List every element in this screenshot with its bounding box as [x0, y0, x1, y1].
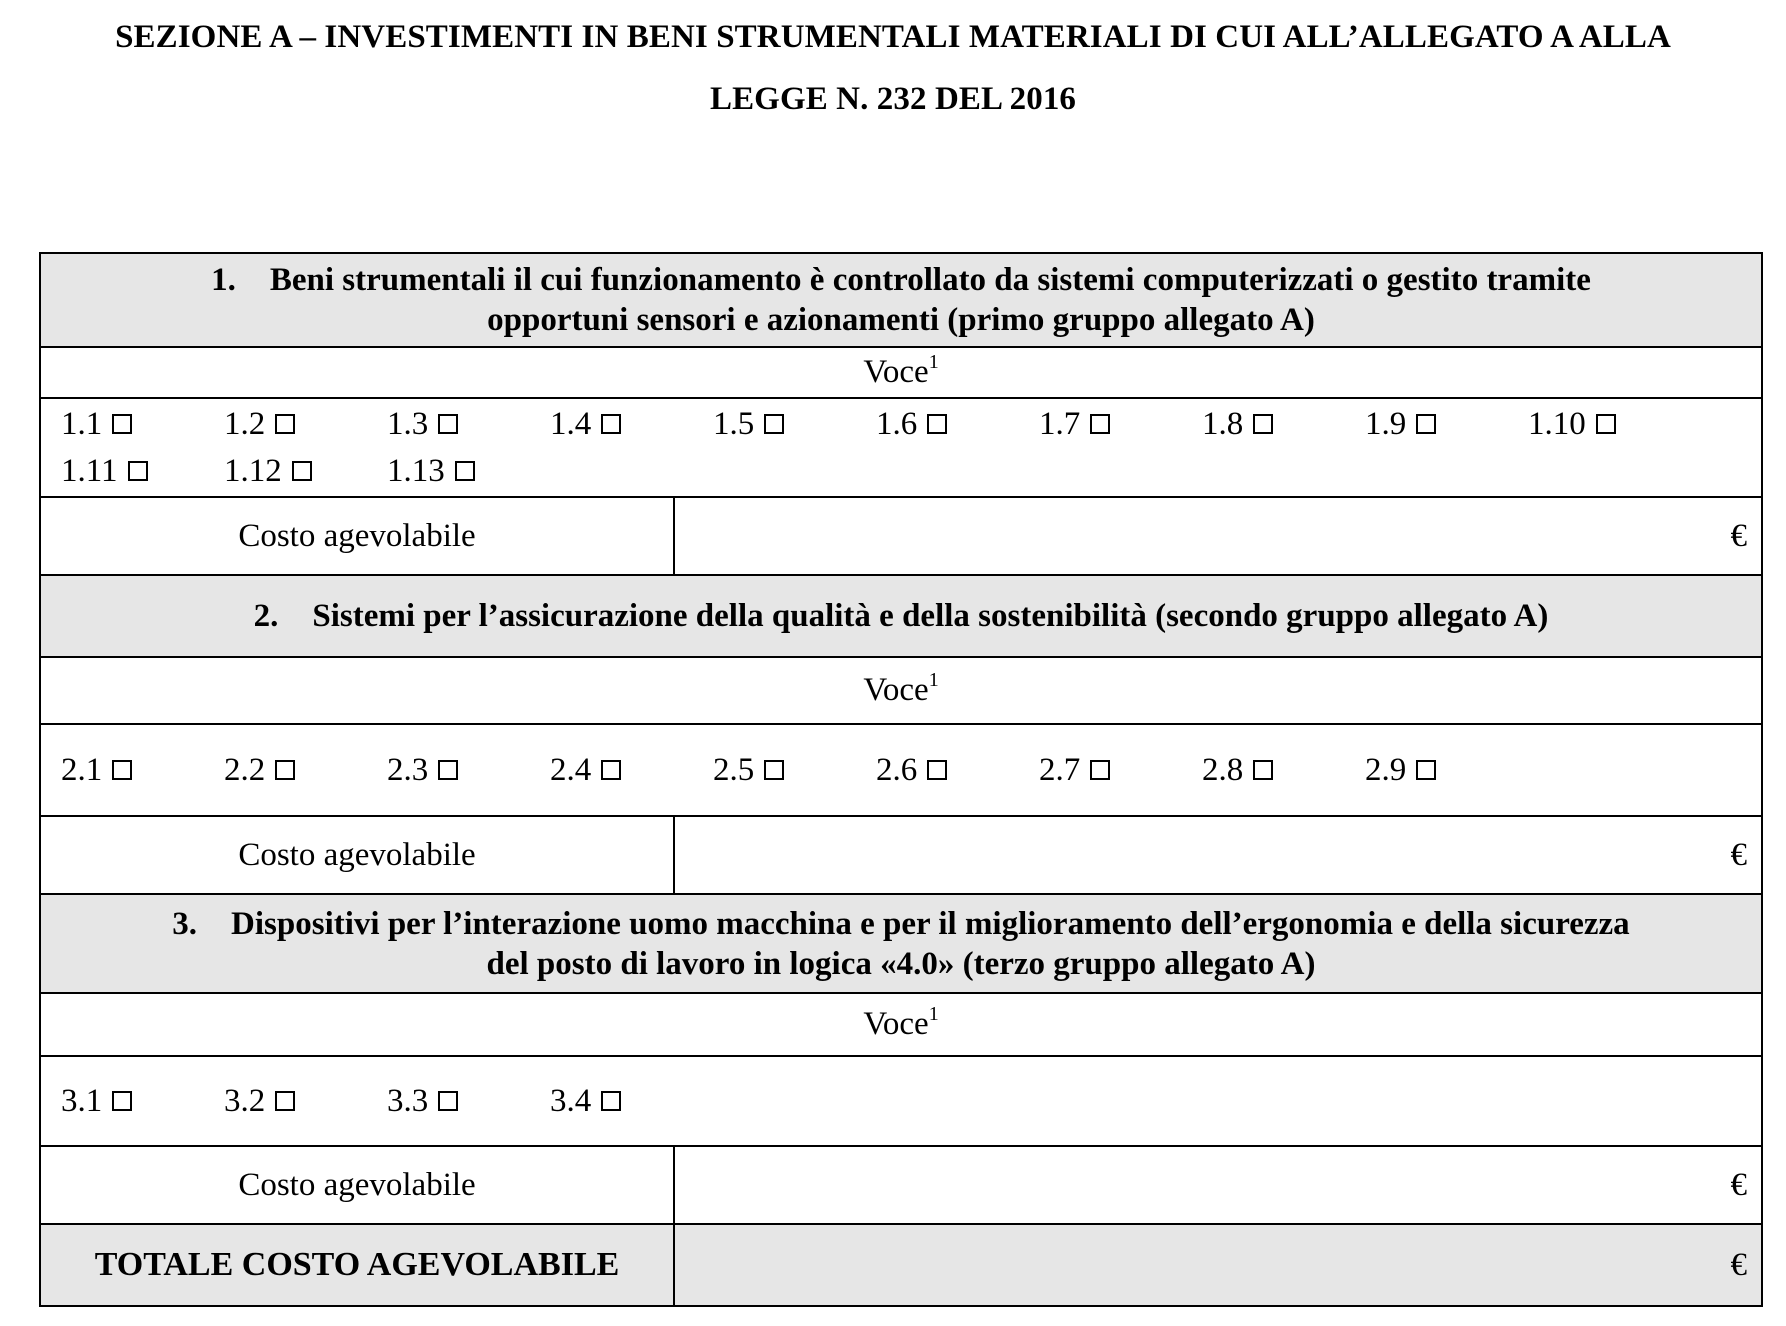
item-label: 2.4: [550, 751, 592, 788]
section-2-cost-field[interactable]: [674, 816, 1762, 894]
voce-item-2-4: [550, 752, 713, 789]
voce-item-2-7: [1039, 752, 1202, 789]
section-2-title-line-1: [41, 596, 1761, 636]
section-3-number: 3.: [172, 905, 198, 942]
checkbox[interactable]: [764, 760, 784, 780]
voce-label: Voce: [863, 672, 929, 708]
checkbox[interactable]: [601, 1091, 621, 1111]
voce-item-1-1: [61, 406, 224, 443]
voce-footnote-marker: 1: [928, 669, 939, 691]
item-label: 2.8: [1202, 751, 1244, 788]
item-label: 1.11: [61, 452, 118, 489]
voce-item-3-2: [224, 1083, 387, 1120]
item-label: 1.7: [1039, 405, 1081, 442]
total-label: TOTALE COSTO AGEVOLABILE: [40, 1224, 674, 1306]
section-3-cost-row: [40, 1146, 1762, 1224]
section-1-title-line-2: opportuni sensori e azionamenti (primo gruppo allegato A): [487, 302, 1315, 338]
voce-item-1-2: [224, 406, 387, 443]
section-1-cost-label: Costo agevolabile: [40, 497, 674, 575]
item-label: 2.3: [387, 751, 429, 788]
section-1-items-row: [40, 398, 1762, 497]
voce-item-1-12: [224, 453, 387, 490]
voce-item-2-3: [387, 752, 550, 789]
voce-item-3-1: [61, 1083, 224, 1120]
currency-symbol: €: [1730, 836, 1747, 873]
checkbox[interactable]: [601, 760, 621, 780]
section-1-voce-row: [40, 347, 1762, 398]
section-2-voce-row: [40, 657, 1762, 724]
section-2-header: [40, 575, 1762, 657]
currency-symbol: €: [1730, 1246, 1747, 1283]
checkbox[interactable]: [1253, 414, 1273, 434]
section-1-items-line-1: [61, 401, 1761, 448]
checkbox[interactable]: [927, 760, 947, 780]
checkbox[interactable]: [764, 414, 784, 434]
section-2-voce-header: [40, 657, 1762, 724]
item-label: 1.3: [387, 405, 429, 442]
currency-symbol: €: [1730, 1166, 1747, 1203]
section-1-number: 1.: [211, 262, 236, 298]
section-3-items-row: [40, 1056, 1762, 1146]
section-2-items-row: [40, 724, 1762, 816]
item-label: 1.12: [224, 452, 282, 489]
checkbox[interactable]: [601, 414, 621, 434]
section-2-cost-label: Costo agevolabile: [40, 816, 674, 894]
section-2-cost-row: [40, 816, 1762, 894]
checkbox[interactable]: [455, 461, 475, 481]
section-3-title-line-1: [41, 904, 1761, 944]
investment-form-table: [39, 252, 1763, 1307]
voce-item-1-13: [387, 453, 550, 490]
checkbox[interactable]: [1596, 414, 1616, 434]
page-title-line-1: SEZIONE A – INVESTIMENTI IN BENI STRUMENTALI MATERIALI DI CUI ALL’ALLEGATO A ALLA: [115, 19, 1671, 55]
page-title-line-2: LEGGE N. 232 DEL 2016: [709, 81, 1077, 117]
section-2-title: Sistemi per l’assicurazione della qualità e della sostenibilità (secondo gruppo allegato A): [312, 598, 1549, 634]
voce-item-3-4: [550, 1083, 713, 1120]
currency-symbol: €: [1730, 517, 1747, 554]
section-3-items-line-1: [61, 1078, 1761, 1125]
section-1-header-row: [40, 253, 1762, 347]
checkbox[interactable]: [292, 461, 312, 481]
voce-item-2-8: [1202, 752, 1365, 789]
total-field[interactable]: [674, 1224, 1762, 1306]
section-3-voce-header: [40, 993, 1762, 1056]
section-2-items: [40, 724, 1762, 816]
voce-item-1-10: [1528, 406, 1691, 443]
item-label: 2.6: [876, 751, 918, 788]
checkbox[interactable]: [1253, 760, 1273, 780]
item-label: 2.5: [713, 751, 755, 788]
voce-item-2-9: [1365, 752, 1528, 789]
voce-item-1-9: [1365, 406, 1528, 443]
item-label: 2.1: [61, 751, 103, 788]
section-1-cost-row: [40, 497, 1762, 575]
section-1-cost-field[interactable]: [674, 497, 1762, 575]
section-1-voce-header: [40, 347, 1762, 398]
checkbox[interactable]: [1416, 414, 1436, 434]
checkbox[interactable]: [1090, 760, 1110, 780]
section-3-title: Dispositivi per l’interazione uomo macchina e per il miglioramento dell’ergonomia e della sicurezza: [231, 905, 1630, 942]
voce-label: Voce: [863, 354, 929, 390]
item-label: 1.10: [1528, 405, 1586, 442]
section-1-header: [40, 253, 1762, 347]
checkbox[interactable]: [438, 760, 458, 780]
section-1-title-line-1: [41, 260, 1761, 300]
section-3-title-line-2: del posto di lavoro in logica «4.0» (terzo gruppo allegato A): [486, 945, 1316, 982]
section-3-cost-label: Costo agevolabile: [40, 1146, 674, 1224]
checkbox[interactable]: [1416, 760, 1436, 780]
item-label: 1.13: [387, 452, 445, 489]
voce-item-2-6: [876, 752, 1039, 789]
section-3-items: [40, 1056, 1762, 1146]
voce-footnote-marker: 1: [928, 1003, 939, 1025]
section-2-items-line-1: [61, 747, 1761, 794]
section-3-voce-row: [40, 993, 1762, 1056]
checkbox[interactable]: [1090, 414, 1110, 434]
item-label: 2.7: [1039, 751, 1081, 788]
section-3-header: [40, 894, 1762, 993]
item-label: 1.4: [550, 405, 592, 442]
checkbox[interactable]: [112, 760, 132, 780]
item-label: 2.2: [224, 751, 266, 788]
item-label: 1.8: [1202, 405, 1244, 442]
item-label: 3.1: [61, 1082, 103, 1119]
section-3-cost-field[interactable]: [674, 1146, 1762, 1224]
item-label: 1.6: [876, 405, 918, 442]
voce-item-1-4: [550, 406, 713, 443]
section-3-header-row: [40, 894, 1762, 993]
checkbox[interactable]: [275, 1091, 295, 1111]
total-row: [40, 1224, 1762, 1306]
voce-item-2-1: [61, 752, 224, 789]
voce-item-1-7: [1039, 406, 1202, 443]
voce-item-1-8: [1202, 406, 1365, 443]
checkbox[interactable]: [112, 414, 132, 434]
item-label: 1.5: [713, 405, 755, 442]
checkbox[interactable]: [112, 1091, 132, 1111]
section-1-title: Beni strumentali il cui funzionamento è controllato da sistemi computerizzati o gestito tramite: [269, 262, 1591, 298]
item-label: 3.2: [224, 1082, 266, 1119]
voce-item-1-6: [876, 406, 1039, 443]
voce-item-3-3: [387, 1083, 550, 1120]
item-label: 3.3: [387, 1082, 429, 1119]
item-label: 2.9: [1365, 751, 1407, 788]
voce-footnote-marker: 1: [928, 351, 939, 373]
checkbox[interactable]: [275, 760, 295, 780]
item-label: 3.4: [550, 1082, 592, 1119]
voce-item-2-5: [713, 752, 876, 789]
item-label: 1.1: [61, 405, 103, 442]
checkbox[interactable]: [438, 1091, 458, 1111]
voce-item-1-11: [61, 453, 224, 490]
item-label: 1.2: [224, 405, 266, 442]
page-title: [40, 6, 1746, 130]
voce-label: Voce: [863, 1006, 929, 1042]
section-2-header-row: [40, 575, 1762, 657]
voce-item-2-2: [224, 752, 387, 789]
checkbox[interactable]: [927, 414, 947, 434]
voce-item-1-5: [713, 406, 876, 443]
checkbox[interactable]: [128, 461, 148, 481]
section-2-number: 2.: [253, 598, 279, 634]
checkbox[interactable]: [275, 414, 295, 434]
voce-item-1-3: [387, 406, 550, 443]
section-1-items: [40, 398, 1762, 497]
section-1-items-line-2: [61, 448, 1761, 495]
checkbox[interactable]: [438, 414, 458, 434]
item-label: 1.9: [1365, 405, 1407, 442]
